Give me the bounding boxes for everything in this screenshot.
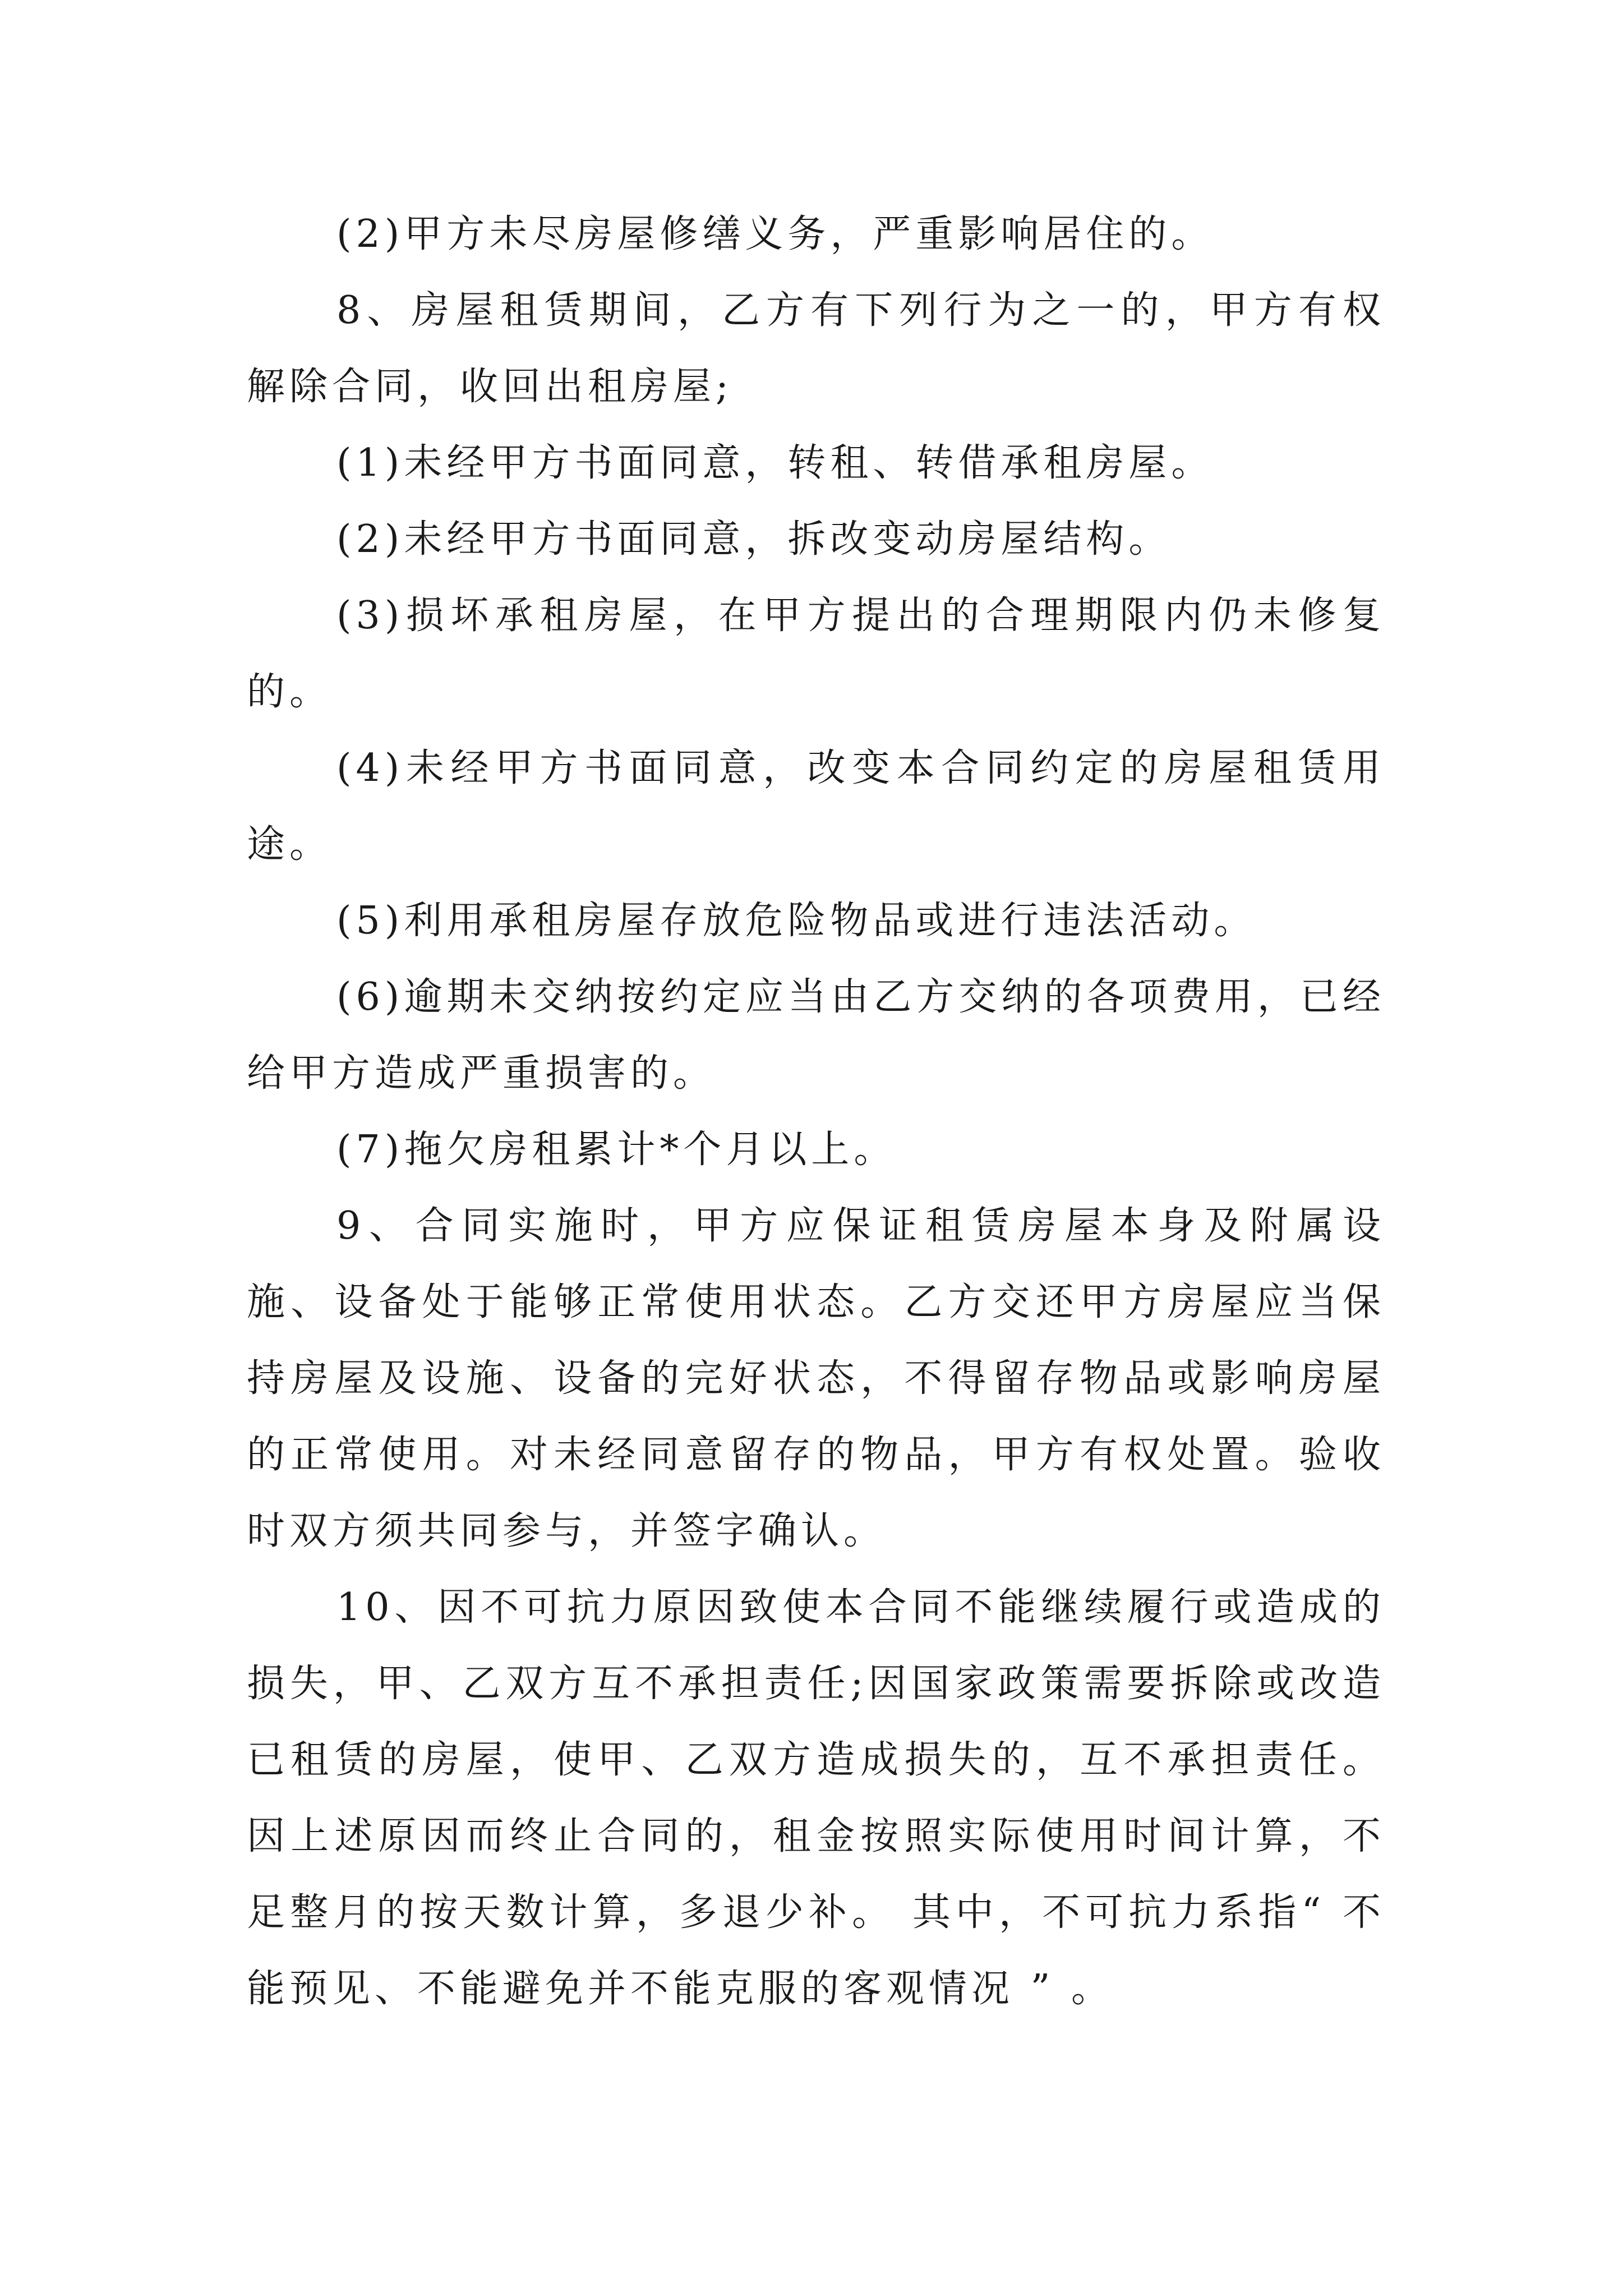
document-body [247,196,1385,2027]
paragraph-clause-10: 10、因不可抗力原因致使本合同不能继续履行或造成的损失，甲、乙双方互不承担责任;因国家政策需要拆除或改造已租赁的房屋，使甲、乙双方造成损失的，互不承担责任。因上述原因而终止合同的，租金按照实际使用时间计算，不足整月的按天数计算，多退少补。 其中，不可抗力系指“ 不能预见、不能避免并不能克服的客观情况 ” 。 [247,1585,1385,2011]
paragraph-clause-7-2: (2)甲方未尽房屋修缮义务，严重影响居住的。 [336,212,1214,256]
paragraph-clause-8-2: (2)未经甲方书面同意，拆改变动房屋结构。 [336,517,1172,562]
paragraph-clause-8-3: (3)损坏承租房屋，在甲方提出的合理期限内仍未修复的。 [247,593,1385,714]
paragraph-clause-8-5: (5)利用承租房屋存放危险物品或进行违法活动。 [336,899,1257,943]
paragraph-clause-8-6: (6)逾期未交纳按约定应当由乙方交纳的各项费用，已经给甲方造成严重损害的。 [247,975,1385,1096]
paragraph-clause-8: 8、房屋租赁期间，乙方有下列行为之一的，甲方有权解除合同，收回出租房屋; [247,288,1385,409]
paragraph-clause-8-4: (4)未经甲方书面同意，改变本合同约定的房屋租赁用途。 [247,746,1385,867]
paragraph-clause-9: 9、合同实施时，甲方应保证租赁房屋本身及附属设施、设备处于能够正常使用状态。乙方交还甲方房屋应当保持房屋及设施、设备的完好状态，不得留存物品或影响房屋的正常使用。对未经同意留存的物品，甲方有权处置。验收时双方须共同参与，并签字确认。 [247,1204,1385,1553]
paragraph-clause-8-1: (1)未经甲方书面同意，转租、转借承租房屋。 [336,441,1214,485]
paragraph-clause-8-7: (7)拖欠房租累计*个月以上。 [336,1128,897,1172]
